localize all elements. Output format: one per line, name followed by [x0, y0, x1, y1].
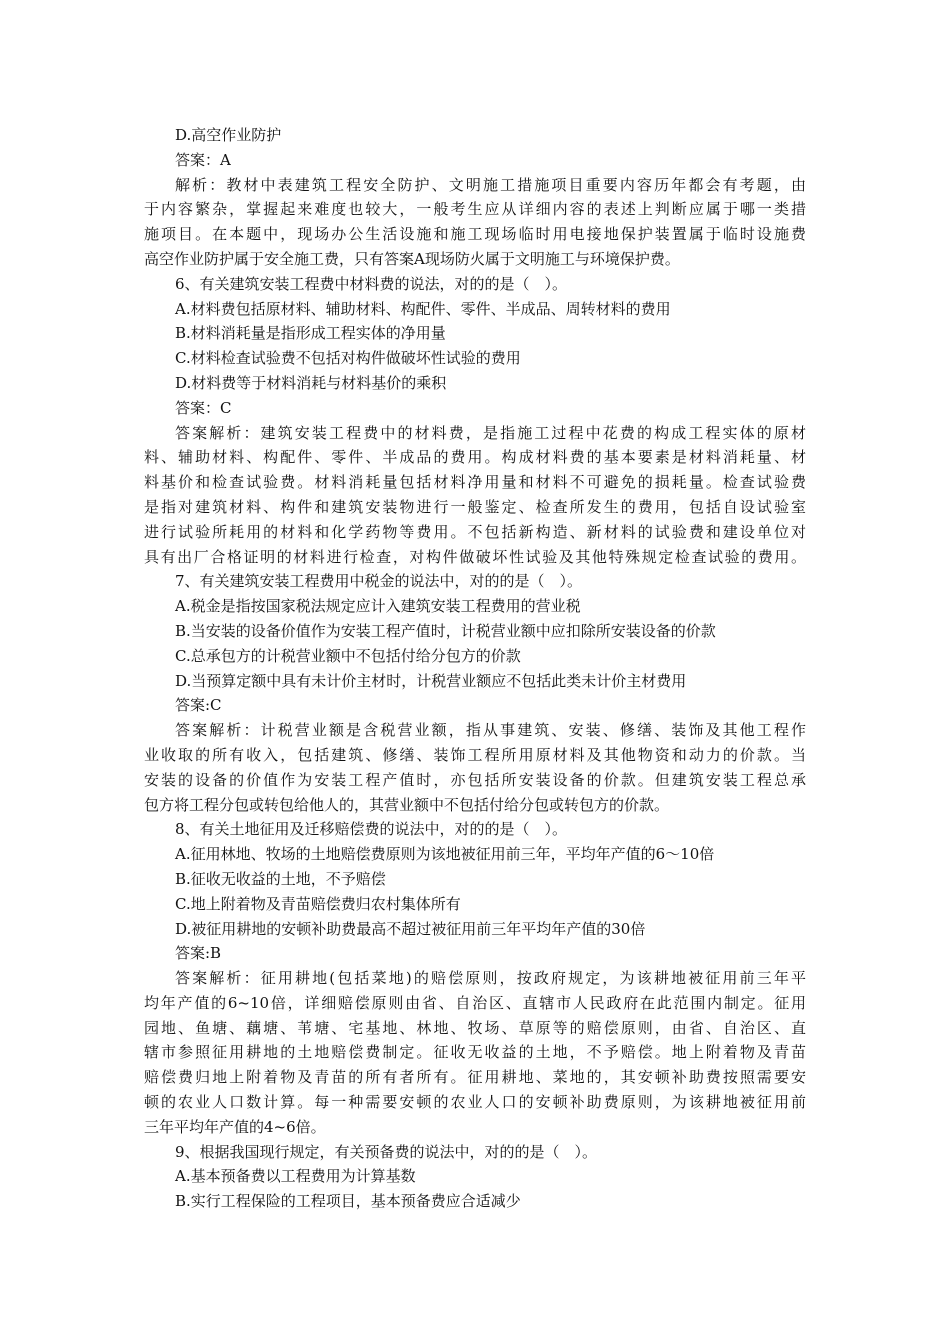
text-line: 辖市参照征用耕地的土地赔偿费制定。征收无收益的土地，不予赔偿。地上附着物及青苗 — [144, 1043, 806, 1062]
text-line: 6、有关建筑安装工程费中材料费的说法，对的的是（ ）。 — [175, 274, 568, 293]
text-line: 答案解析：计税营业额是含税营业额，指从事建筑、安装、修缮、装饰及其他工程作 — [175, 721, 806, 740]
text-line: 包方将工程分包或转包给他人的，其营业额中不包括付给分包或转包方的价款。 — [144, 795, 670, 814]
text-line: 均年产值的6~10倍，详细赔偿原则由省、自治区、直辖市人民政府在此范围内制定。征用 — [144, 993, 806, 1012]
text-line: A.税金是指按国家税法规定应计入建筑安装工程费用的营业税 — [175, 597, 581, 616]
text-line: 赔偿费归地上附着物及青苗的所有者所有。征用耕地、菜地的，其安顿补助费按照需要安 — [144, 1068, 806, 1087]
text-line: 答案:C — [175, 696, 222, 715]
text-line: D.被征用耕地的安顿补助费最高不超过被征用前三年平均年产值的30倍 — [175, 919, 646, 938]
text-line: 施项目。在本题中，现场办公生活设施和施工现场临时用电接地保护装置属于临时设施费 — [144, 225, 806, 244]
text-line: 顿的农业人口数计算。每一种需要安顿的农业人口的安顿补助费原则，为该耕地被征用前 — [144, 1093, 806, 1112]
text-line: B.材料消耗量是指形成工程实体的净用量 — [175, 324, 446, 343]
text-line: 9、根据我国现行规定，有关预备费的说法中，对的的是（ ）。 — [175, 1142, 598, 1161]
text-line: 高空作业防护属于安全施工费，只有答案A现场防火属于文明施工与环境保护费。 — [144, 249, 680, 268]
text-line: 三年平均年产值的4~6倍。 — [144, 1117, 326, 1136]
text-line: 答案：A — [175, 150, 231, 169]
text-line: 料基价和检查试验费。材料消耗量包括材料净用量和材料不可避免的损耗量。检查试验费 — [144, 473, 806, 492]
text-line: 进行试验所耗用的材料和化学药物等费用。不包括新构造、新材料的试验费和建设单位对 — [144, 522, 806, 541]
text-line: B.征收无收益的土地，不予赔偿 — [175, 869, 386, 888]
text-line: 答案解析：建筑安装工程费中的材料费，是指施工过程中花费的构成工程实体的原材 — [175, 423, 806, 442]
text-line: 料、辅助材料、构配件、零件、半成品的费用。构成材料费的基本要素是材料消耗量、材 — [144, 448, 806, 467]
text-line: 答案:B — [175, 944, 222, 963]
text-line: 安装的设备的价值作为安装工程产值时，亦包括所安装设备的价款。但建筑安装工程总承 — [144, 770, 806, 789]
text-line: 8、有关土地征用及迁移赔偿费的说法中，对的的是（ ）。 — [175, 820, 568, 839]
text-line: 答案：C — [175, 398, 232, 417]
text-line: D.高空作业防护 — [175, 126, 282, 144]
text-line: A.材料费包括原材料、辅助材料、构配件、零件、半成品、周转材料的费用 — [175, 299, 671, 318]
text-line: C.总承包方的计税营业额中不包括付给分包方的价款 — [175, 646, 521, 665]
text-line: C.材料检查试验费不包括对构件做破坏性试验的费用 — [175, 349, 521, 368]
text-line: B.实行工程保险的工程项目，基本预备费应合适减少 — [175, 1192, 521, 1211]
text-line: C.地上附着物及青苗赔偿费归农村集体所有 — [175, 894, 461, 913]
text-line: 是指对建筑材料、构件和建筑安装物进行一般鉴定、检查所发生的费用，包括自设试验室 — [144, 497, 806, 516]
text-line: 业收取的所有收入，包括建筑、修缮、装饰工程所用原材料及其他物资和动力的价款。当 — [144, 745, 806, 764]
text-line: 具有出厂合格证明的材料进行检查，对构件做破坏性试验及其他特殊规定检查试验的费用。 — [144, 547, 806, 566]
text-line: 于内容繁杂，掌握起来难度也较大，一般考生应从详细内容的表述上判断应属于哪一类措 — [144, 200, 806, 219]
text-line: 解析：教材中表建筑工程安全防护、文明施工措施项目重要内容历年都会有考题，由 — [175, 175, 806, 194]
text-line: B.当安装的设备价值作为安装工程产值时，计税营业额中应扣除所安装设备的价款 — [175, 621, 716, 640]
text-line: 答案解析：征用耕地(包括菜地)的赔偿原则，按政府规定，为该耕地被征用前三年平 — [175, 969, 806, 988]
text-line: 7、有关建筑安装工程费用中税金的说法中，对的的是（ ）。 — [175, 572, 583, 591]
document-page — [144, 123, 806, 1214]
text-line: D.当预算定额中具有未计价主材时，计税营业额应不包括此类未计价主材费用 — [175, 671, 687, 690]
text-line: A.征用林地、牧场的土地赔偿费原则为该地被征用前三年，平均年产值的6～10倍 — [175, 845, 715, 864]
text-line: A.基本预备费以工程费用为计算基数 — [175, 1167, 416, 1186]
text-line: D.材料费等于材料消耗与材料基价的乘积 — [175, 373, 447, 392]
text-line: 园地、鱼塘、藕塘、苇塘、宅基地、林地、牧场、草原等的赔偿原则，由省、自治区、直 — [144, 1018, 806, 1037]
